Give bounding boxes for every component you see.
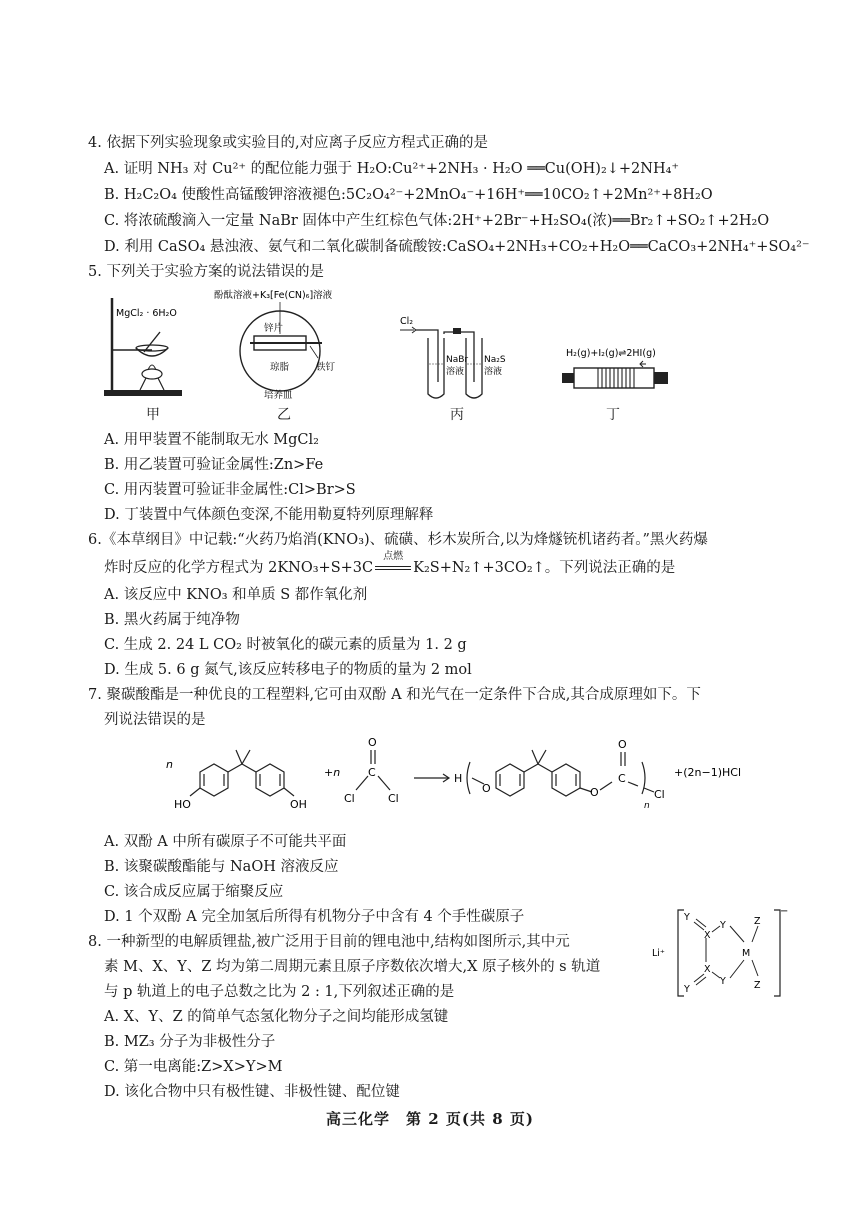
apparatus-yi: [210, 286, 360, 404]
q7-phosgene-cl-right: Cl: [388, 792, 399, 805]
q5-option-a: A. 用甲装置不能制取无水 MgCl₂: [104, 432, 319, 448]
q7-polymer-n: n: [644, 801, 650, 811]
q6-option-c: C. 生成 2. 24 L CO₂ 时被氧化的碳元素的质量为 1. 2 g: [104, 637, 467, 653]
yi-zinc-label: 锌片: [264, 323, 284, 334]
q6-equation-reactants: 炸时反应的化学方程式为 2KNO₃+S+3C: [104, 560, 374, 576]
q8-stem-line2: 素 M、X、Y、Z 均为第二周期元素且原子序数依次增大,X 原子核外的 s 轨道: [104, 959, 601, 975]
q7-polymer-o1: O: [482, 782, 491, 795]
q8-stem-line1: 8. 一种新型的电解质锂盐,被广泛用于目前的锂电池中,结构如图所示,其中元: [88, 934, 570, 950]
q8-option-c: C. 第一电离能:Z>X>Y>M: [104, 1059, 283, 1075]
struct-y1: Y: [684, 912, 690, 923]
q7-ho-left: HO: [174, 798, 191, 811]
q7-polymer-c: C: [618, 772, 626, 785]
struct-m: M: [742, 948, 751, 959]
q7-stem-line2: 列说法错误的是: [104, 712, 206, 728]
q6-option-d: D. 生成 5. 6 g 氮气,该反应转移电子的物质的量为 2 mol: [104, 662, 472, 678]
jia-reagent-label: MgCl₂ · 6H₂O: [116, 308, 177, 319]
apparatus-bing: [398, 312, 506, 404]
q7-coef-n: n: [166, 758, 173, 771]
caption-yi: 乙: [277, 407, 291, 423]
apparatus-jia: [100, 290, 190, 400]
q7-polymer-o3: O: [618, 738, 627, 751]
q7-option-b: B. 该聚碳酸酯能与 NaOH 溶液反应: [104, 859, 339, 875]
q4-option-b: B. H₂C₂O₄ 使酸性高锰酸钾溶液褪色:5C₂O₄²⁻+2MnO₄⁻+16H⁺══10CO₂↑+2Mn²⁺+8H₂O: [104, 187, 713, 203]
q7-polymer-cl: Cl: [654, 788, 665, 801]
caption-bing: 丙: [450, 407, 464, 423]
q6-equation-products: K₂S+N₂↑+3CO₂↑。下列说法正确的是: [413, 560, 676, 576]
q7-option-d: D. 1 个双酚 A 完全加氢后所得有机物分子中含有 4 个手性碳原子: [104, 909, 525, 925]
q7-byproduct-hcl: +(2n−1)HCl: [674, 766, 741, 779]
q5-stem: 5. 下列关于实验方案的说法错误的是: [88, 264, 324, 280]
q7-oh-right: OH: [290, 798, 307, 811]
q7-option-c: C. 该合成反应属于缩聚反应: [104, 884, 284, 900]
struct-y4: Y: [684, 984, 690, 995]
q4-option-a: A. 证明 NH₃ 对 Cu²⁺ 的配位能力强于 H₂O:Cu²⁺+2NH₃ · H₂O ══Cu(OH)₂↓+2NH₄⁺: [104, 161, 680, 177]
yi-nail-label: 铁钉: [316, 362, 336, 373]
apparatus-ding: [556, 342, 676, 400]
q6-option-b: B. 黑火药属于纯净物: [104, 612, 240, 628]
q8-stem-line3: 与 p 轨道上的电子总数之比为 2 : 1,下列叙述正确的是: [104, 984, 455, 1000]
q6-reaction-condition: 点燃: [383, 551, 404, 562]
q6-stem-line1: 6.《本草纲目》中记载:“火药乃焰消(KNO₃)、硫磺、杉木炭所合,以为烽燧铳机诸药者。”黑火药爆: [88, 532, 708, 548]
q8-option-a: A. X、Y、Z 的简单气态氢化物分子之间均能形成氢键: [104, 1009, 449, 1025]
q7-phosgene-cl-left: Cl: [344, 792, 355, 805]
q4-option-c: C. 将浓硫酸滴入一定量 NaBr 固体中产生红棕色气体:2H⁺+2Br⁻+H₂SO₄(浓)══Br₂↑+SO₂↑+2H₂O: [104, 213, 770, 229]
q7-polymer-h: H: [454, 772, 463, 785]
q7-stem-line1: 7. 聚碳酸酯是一种优良的工程塑料,它可由双酚 A 和光气在一定条件下合成,其合成原理如下。下: [88, 687, 701, 703]
q7-phosgene-c: C: [368, 766, 376, 779]
ding-equation-label: H₂(g)+I₂(g)⇌2HI(g): [566, 348, 656, 359]
struct-li: Li⁺: [652, 948, 665, 959]
bing-gas-label: Cl₂: [400, 316, 414, 327]
q4-option-d: D. 利用 CaSO₄ 悬浊液、氨气和二氧化碳制备硫酸铵:CaSO₄+2NH₃+CO₂+H₂O══CaCO₃+2NH₄⁺+SO₄²⁻: [104, 239, 810, 255]
caption-ding: 丁: [606, 407, 620, 423]
caption-jia: 甲: [146, 407, 160, 423]
q5-option-c: C. 用丙装置可验证非金属性:Cl>Br>S: [104, 482, 356, 498]
q6-option-a: A. 该反应中 KNO₃ 和单质 S 都作氧化剂: [104, 587, 368, 603]
struct-x2: X: [704, 964, 711, 975]
yi-top-label: 酚酞溶液+K₃[Fe(CN)₆]溶液: [214, 290, 333, 301]
q7-option-a: A. 双酚 A 中所有碳原子不可能共平面: [104, 834, 347, 850]
struct-y2: Y: [720, 920, 726, 931]
q7-reaction-scheme: [160, 732, 740, 822]
q7-plus-n: +n: [324, 766, 341, 779]
q8-option-b: B. MZ₃ 分子为非极性分子: [104, 1034, 276, 1050]
page-footer: 高三化学 第 2 页(共 8 页): [326, 1110, 534, 1128]
q5-option-d: D. 丁装置中气体颜色变深,不能用勒夏特列原理解释: [104, 507, 434, 523]
q6-stem-line2: [104, 551, 676, 578]
bing-tube2-label-b: 溶液: [484, 367, 503, 377]
yi-dish-label: 培养皿: [264, 390, 293, 401]
bing-tube2-label-a: Na₂S: [484, 355, 506, 365]
struct-z2: Z: [754, 980, 761, 991]
yi-agar-label: 琼脂: [270, 362, 290, 373]
q7-polymer-o2: O: [590, 786, 599, 799]
q5-option-b: B. 用乙装置可验证金属性:Zn>Fe: [104, 457, 324, 473]
q4-stem: 4. 依据下列实验现象或实验目的,对应离子反应方程式正确的是: [88, 135, 489, 151]
struct-y3: Y: [720, 976, 726, 987]
struct-charge: −: [780, 906, 789, 917]
q8-option-d: D. 该化合物中只有极性键、非极性键、配位键: [104, 1084, 400, 1100]
q7-phosgene-o: O: [368, 736, 377, 749]
bing-tube1-label-a: NaBr: [446, 355, 469, 365]
struct-z1: Z: [754, 916, 761, 927]
struct-x1: X: [704, 930, 711, 941]
bing-tube1-label-b: 溶液: [446, 367, 465, 377]
q8-structure: [650, 902, 789, 1002]
q6-reaction-arrow: [373, 551, 413, 578]
